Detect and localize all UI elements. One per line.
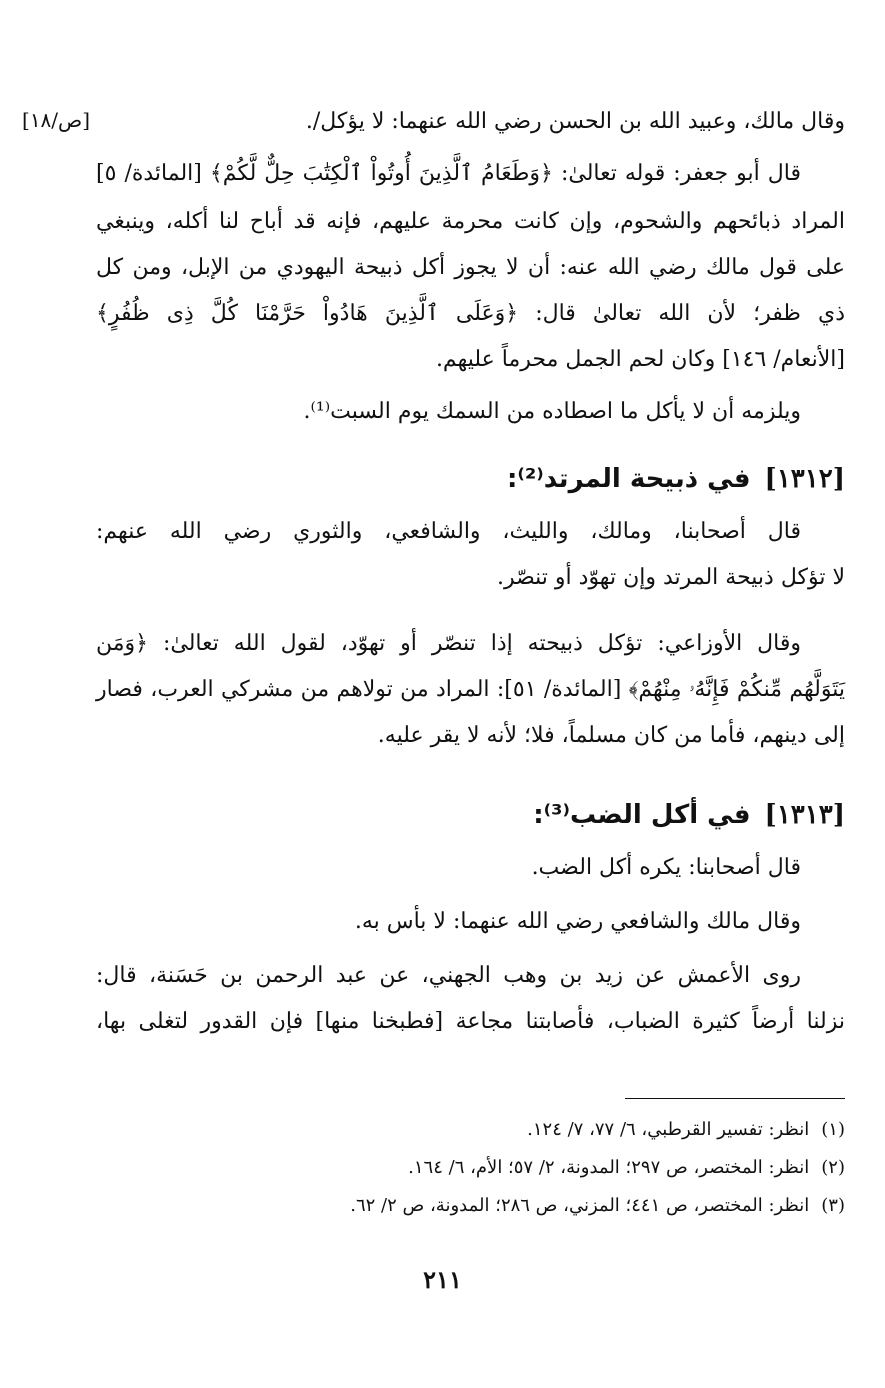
body-line-3: المراد ذبائحهم والشحوم، وإن كانت محرمة عليهم، فإنه قد أباح لنا أكله، وينبغي [96, 209, 845, 234]
body-line-2: قال أبو جعفر: قوله تعالىٰ: ﴿وَطَعَامُ ٱلَّذِينَ أُوتُواْ ٱلْكِتَٰبَ حِلٌّ لَّكُمْ﴾ [المائدة/ ٥] [96, 161, 801, 186]
body-line-4: على قول مالك رضي الله عنه: أن لا يجوز أكل ذبيحة اليهودي من الإبل، ومن كل [96, 255, 845, 280]
heading-title: في أكل الضب⁽³⁾: [533, 800, 751, 830]
footnote-number: (٢) [821, 1157, 845, 1178]
footnote-text: انظر: المختصر، ص ٢٩٧؛ المدونة، ٢/ ٥٧؛ الأم، ٦/ ١٦٤. [408, 1157, 810, 1178]
section-heading-1312 [96, 454, 845, 504]
body-line-6: [الأنعام/ ١٤٦] وكان لحم الجمل محرماً عليهم. [435, 347, 845, 372]
footnote-number: (١) [821, 1119, 845, 1140]
footnote-1 [96, 1112, 845, 1148]
footnote-number: (٣) [821, 1195, 845, 1216]
section1-line-4: يَتَوَلَّهُم مِّنكُمْ فَإِنَّهُۥ مِنْهُمْ﴾ [المائدة/ ٥١]: المراد من تولاهم من مشركي العرب، فصار [96, 677, 845, 702]
footnote-divider [625, 1098, 845, 1099]
footnote-3 [96, 1188, 845, 1224]
section2-line-1: قال أصحابنا: يكره أكل الضب. [531, 855, 801, 880]
page-reference: [ص/١٨] [22, 108, 91, 132]
body-line-7: ويلزمه أن لا يأكل ما اصطاده من السمك يوم السبت⁽¹⁾. [303, 399, 801, 424]
section2-line-2: وقال مالك والشافعي رضي الله عنهما: لا بأس به. [354, 909, 801, 934]
section-heading-1313 [96, 790, 845, 840]
footnote-text: انظر: المختصر، ص ٤٤١؛ المزني، ص ٢٨٦؛ المدونة، ص ٢/ ٦٢. [350, 1195, 810, 1216]
body-line-1: وقال مالك، وعبيد الله بن الحسن رضي الله عنهما: لا يؤكل/. [305, 109, 845, 134]
body-line-5: ذي ظفر؛ لأن الله تعالىٰ قال: ﴿وَعَلَى ٱلَّذِينَ هَادُواْ حَرَّمْنَا كُلَّ ذِى ظُفُرٍ﴾ [96, 301, 845, 326]
page-number: ٢١١ [423, 1265, 462, 1294]
section1-line-3: وقال الأوزاعي: تؤكل ذبيحته إذا تنصّر أو تهوّد، لقول الله تعالىٰ: ﴿وَمَن [96, 631, 801, 656]
footnote-2 [96, 1150, 845, 1186]
heading-title: في ذبيحة المرتد⁽²⁾: [507, 464, 751, 494]
heading-number: [١٣١٣] [764, 800, 845, 830]
heading-number: [١٣١٢] [764, 464, 845, 494]
footnote-text: انظر: تفسير القرطبي، ٦/ ٧٧، ٧/ ١٢٤. [527, 1119, 810, 1140]
section2-line-4: نزلنا أرضاً كثيرة الضباب، فأصابتنا مجاعة [فطبخنا منها] فإن القدور لتغلى بها، [96, 1009, 845, 1034]
section1-line-2: لا تؤكل ذبيحة المرتد وإن تهوّد أو تنصّر. [496, 565, 845, 590]
section1-line-5: إلى دينهم، فأما من كان مسلماً، فلا؛ لأنه لا يقر عليه. [377, 723, 845, 748]
section2-line-3: روى الأعمش عن زيد بن وهب الجهني، عن عبد الرحمن بن حَسَنة، قال: [96, 963, 801, 988]
section1-line-1: قال أصحابنا، ومالك، والليث، والشافعي، والثوري رضي الله عنهم: [96, 519, 801, 544]
